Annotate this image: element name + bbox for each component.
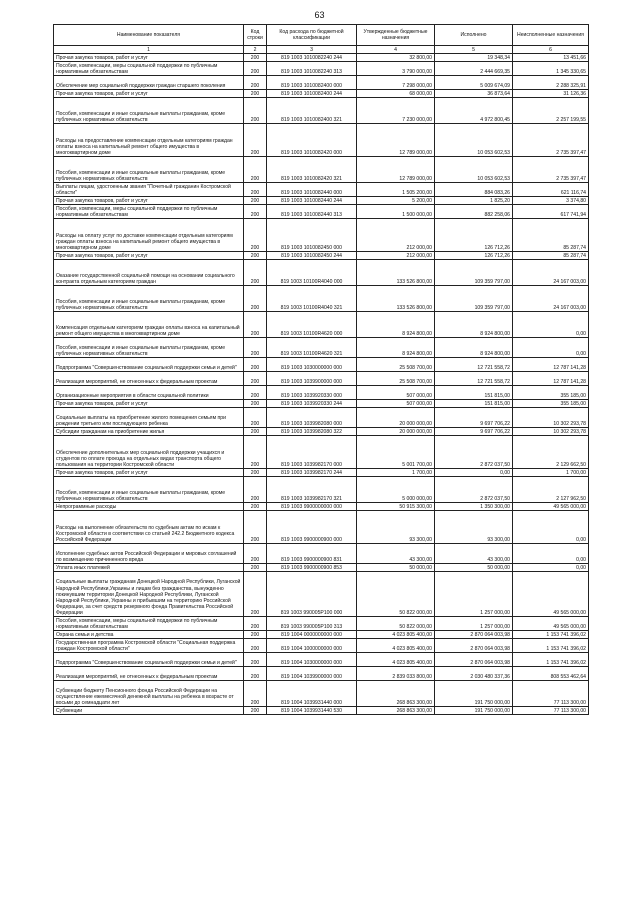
row-executed-cell: 93 300,00: [435, 511, 513, 544]
table-row: [54, 436, 589, 469]
table-row: [54, 653, 589, 667]
row-approved-cell: 507 000,00: [357, 386, 435, 400]
row-classification-cell: 819 1003 1010082400 000: [267, 76, 357, 90]
row-classification-cell: 819 1003 9900000900 831: [267, 544, 357, 564]
row-name-cell: Социальные выплаты на приобретение жилого помещения семьям при рождении третьего или последующего ребенка: [54, 408, 244, 428]
row-code-cell: 200: [244, 707, 267, 715]
row-name-cell: Оказание государственной социальной помощи на основании социального контракта отдельным категориям граждан: [54, 260, 244, 286]
table-row: [54, 358, 589, 372]
row-approved-cell: 3 790 000,00: [357, 62, 435, 76]
row-code-cell: 200: [244, 428, 267, 436]
row-name-cell: Подпрограмма "Совершенствование социальной поддержки семьи и детей": [54, 358, 244, 372]
row-executed-cell: 126 712,26: [435, 252, 513, 260]
row-classification-cell: 819 1003 10100R4040 000: [267, 260, 357, 286]
row-remaining-cell: 0,00: [513, 564, 589, 572]
row-executed-cell: 2 444 669,35: [435, 62, 513, 76]
row-executed-cell: 2 030 480 337,36: [435, 667, 513, 681]
row-name-cell: Субвенции: [54, 707, 244, 715]
row-executed-cell: 2 872 037,50: [435, 436, 513, 469]
table-row: [54, 469, 589, 477]
row-remaining-cell: 10 302 293,78: [513, 428, 589, 436]
row-classification-cell: 819 1003 1030000000 000: [267, 358, 357, 372]
row-classification-cell: 819 1004 0000000000 000: [267, 631, 357, 639]
row-remaining-cell: 617 741,94: [513, 205, 589, 219]
row-remaining-cell: 77 113 300,00: [513, 681, 589, 707]
column-number: 4: [357, 46, 435, 54]
row-approved-cell: 2 839 033 800,00: [357, 667, 435, 681]
row-executed-cell: 1 257 000,00: [435, 572, 513, 617]
row-executed-cell: 126 712,26: [435, 219, 513, 252]
row-remaining-cell: 49 565 000,00: [513, 617, 589, 631]
row-approved-cell: 5 000 000,00: [357, 477, 435, 503]
row-name-cell: Расходы на оплату услуг по доставке компенсации отдельным категориям граждан оплаты взноса на капитальный ремонт общего имущества в многоквартирном доме: [54, 219, 244, 252]
row-name-cell: Прочая закупка товаров, работ и услуг: [54, 197, 244, 205]
table-row: [54, 286, 589, 312]
table-row: [54, 511, 589, 544]
budget-execution-table: [53, 24, 589, 715]
row-name-cell: Пособия, компенсации и иные социальные выплаты гражданам, кроме публичных нормативных обязательств: [54, 477, 244, 503]
row-remaining-cell: 1 153 741 396,02: [513, 653, 589, 667]
row-name-cell: Пособия, компенсации, меры социальной поддержки по публичным нормативным обязательствам: [54, 205, 244, 219]
row-classification-cell: 819 1003 990005P100 000: [267, 572, 357, 617]
row-approved-cell: 4 023 805 400,00: [357, 653, 435, 667]
row-executed-cell: 36 873,64: [435, 90, 513, 98]
row-approved-cell: 12 789 000,00: [357, 124, 435, 157]
header-classification: Код расхода по бюджетной классификации: [267, 25, 357, 46]
row-remaining-cell: 3 374,80: [513, 197, 589, 205]
row-executed-cell: 1 257 000,00: [435, 617, 513, 631]
row-classification-cell: 819 1003 1039900000 000: [267, 372, 357, 386]
row-name-cell: Компенсация отдельным категориям граждан оплаты взноса на капитальный ремонт общего имущества в многоквартирном доме: [54, 312, 244, 338]
row-code-cell: 200: [244, 572, 267, 617]
row-code-cell: 200: [244, 372, 267, 386]
row-classification-cell: 819 1003 1039982170 244: [267, 469, 357, 477]
row-approved-cell: 32 800,00: [357, 54, 435, 62]
table-row: [54, 503, 589, 511]
row-approved-cell: 268 863 300,00: [357, 681, 435, 707]
row-name-cell: Реализация мероприятий, не отнесенных к федеральным проектам: [54, 372, 244, 386]
row-classification-cell: 819 1003 1039982080 000: [267, 408, 357, 428]
row-name-cell: Пособия, компенсации, меры социальной поддержки по публичным нормативным обязательствам: [54, 617, 244, 631]
table-row: [54, 338, 589, 358]
row-classification-cell: 819 1003 1010082450 244: [267, 252, 357, 260]
column-number: 2: [244, 46, 267, 54]
row-approved-cell: 268 863 300,00: [357, 707, 435, 715]
row-approved-cell: 5 200,00: [357, 197, 435, 205]
row-remaining-cell: 0,00: [513, 312, 589, 338]
header-name: Наименование показателя: [54, 25, 244, 46]
row-approved-cell: 50 822 000,00: [357, 572, 435, 617]
row-classification-cell: 819 1003 1010082400 321: [267, 98, 357, 124]
row-code-cell: 200: [244, 408, 267, 428]
row-name-cell: Обеспечение дополнительных мер социальной поддержки учащихся и студентов по оплате проезда на отдельных видах транспорта общего пользования на территории Костромской области: [54, 436, 244, 469]
row-name-cell: Исполнение судебных актов Российской Федерации и мировых соглашений по возмещению причиненного вреда: [54, 544, 244, 564]
header-remaining: Неисполненные назначения: [513, 25, 589, 46]
table-row: [54, 408, 589, 428]
row-code-cell: 200: [244, 252, 267, 260]
row-classification-cell: 819 1003 1010082400 244: [267, 90, 357, 98]
row-remaining-cell: 24 167 003,00: [513, 286, 589, 312]
row-classification-cell: 819 1003 9900000000 000: [267, 503, 357, 511]
row-executed-cell: 191 750 000,00: [435, 681, 513, 707]
row-code-cell: 200: [244, 54, 267, 62]
table-row: [54, 76, 589, 90]
row-executed-cell: 50 000,00: [435, 564, 513, 572]
row-approved-cell: 133 526 800,00: [357, 286, 435, 312]
table-row: [54, 372, 589, 386]
row-name-cell: Государственная программа Костромской области "Социальная поддержка граждан Костромской области": [54, 639, 244, 653]
row-classification-cell: 819 1003 10100R4620 000: [267, 312, 357, 338]
header-approved: Утвержденные бюджетные назначения: [357, 25, 435, 46]
row-executed-cell: 43 300,00: [435, 544, 513, 564]
row-executed-cell: 882 258,06: [435, 205, 513, 219]
row-classification-cell: 819 1003 1010082440 313: [267, 205, 357, 219]
row-executed-cell: 10 053 602,53: [435, 157, 513, 183]
row-executed-cell: 0,00: [435, 469, 513, 477]
header-executed: Исполнено: [435, 25, 513, 46]
row-approved-cell: 1 505 200,00: [357, 183, 435, 197]
row-executed-cell: 9 697 706,22: [435, 408, 513, 428]
row-classification-cell: 819 1003 1039982170 321: [267, 477, 357, 503]
row-approved-cell: 25 508 700,00: [357, 372, 435, 386]
table-row: [54, 477, 589, 503]
table-row: [54, 252, 589, 260]
row-executed-cell: 2 870 064 003,98: [435, 653, 513, 667]
row-classification-cell: 819 1003 990005P100 313: [267, 617, 357, 631]
row-code-cell: 200: [244, 286, 267, 312]
table-row: [54, 157, 589, 183]
row-classification-cell: 819 1003 1010082450 000: [267, 219, 357, 252]
row-executed-cell: 1 350 300,00: [435, 503, 513, 511]
row-remaining-cell: 1 153 741 396,02: [513, 631, 589, 639]
table-row: [54, 386, 589, 400]
row-classification-cell: 819 1003 1039982080 322: [267, 428, 357, 436]
row-code-cell: 200: [244, 90, 267, 98]
row-name-cell: Прочая закупка товаров, работ и услуг: [54, 54, 244, 62]
row-approved-cell: 43 300,00: [357, 544, 435, 564]
row-remaining-cell: 808 553 462,64: [513, 667, 589, 681]
row-executed-cell: 12 721 558,72: [435, 358, 513, 372]
row-classification-cell: 819 1003 1010082240 313: [267, 62, 357, 76]
row-remaining-cell: 77 113 300,00: [513, 707, 589, 715]
row-remaining-cell: 85 287,74: [513, 219, 589, 252]
row-approved-cell: 68 000,00: [357, 90, 435, 98]
row-classification-cell: 819 1003 1039982170 000: [267, 436, 357, 469]
row-executed-cell: 9 697 706,22: [435, 428, 513, 436]
table-row: [54, 639, 589, 653]
row-executed-cell: 191 750 000,00: [435, 707, 513, 715]
row-remaining-cell: 355 185,00: [513, 400, 589, 408]
row-name-cell: Непрограммные расходы: [54, 503, 244, 511]
row-name-cell: Прочая закупка товаров, работ и услуг: [54, 469, 244, 477]
row-name-cell: Пособия, компенсации и иные социальные выплаты гражданам, кроме публичных нормативных обязательств: [54, 286, 244, 312]
row-approved-cell: 12 789 000,00: [357, 157, 435, 183]
row-remaining-cell: 49 565 000,00: [513, 572, 589, 617]
row-classification-cell: 819 1003 10100R4620 321: [267, 338, 357, 358]
row-executed-cell: 8 924 800,00: [435, 338, 513, 358]
row-code-cell: 200: [244, 469, 267, 477]
row-executed-cell: 109 359 797,00: [435, 260, 513, 286]
row-remaining-cell: 2 735 397,47: [513, 157, 589, 183]
row-code-cell: 200: [244, 312, 267, 338]
row-remaining-cell: 31 126,36: [513, 90, 589, 98]
table-row: [54, 681, 589, 707]
row-name-cell: Прочая закупка товаров, работ и услуг: [54, 252, 244, 260]
row-code-cell: 200: [244, 503, 267, 511]
column-number: 3: [267, 46, 357, 54]
row-executed-cell: 109 359 797,00: [435, 286, 513, 312]
row-executed-cell: 19 348,34: [435, 54, 513, 62]
row-remaining-cell: 621 116,74: [513, 183, 589, 197]
table-row: [54, 183, 589, 197]
table-row: [54, 312, 589, 338]
row-code-cell: 200: [244, 436, 267, 469]
column-number: 6: [513, 46, 589, 54]
row-executed-cell: 5 009 674,09: [435, 76, 513, 90]
row-code-cell: 200: [244, 62, 267, 76]
row-approved-cell: 4 023 805 400,00: [357, 639, 435, 653]
row-name-cell: Выплаты лицам, удостоенным звания "Почетный гражданин Костромской области": [54, 183, 244, 197]
row-remaining-cell: 1 345 330,65: [513, 62, 589, 76]
row-classification-cell: 819 1003 1039920330 000: [267, 386, 357, 400]
row-remaining-cell: 2 288 325,91: [513, 76, 589, 90]
row-approved-cell: 20 000 000,00: [357, 428, 435, 436]
column-number-row: [54, 46, 589, 54]
row-executed-cell: 2 870 064 003,98: [435, 631, 513, 639]
row-remaining-cell: 2 735 397,47: [513, 124, 589, 157]
row-classification-cell: 819 1003 1010082440 244: [267, 197, 357, 205]
row-remaining-cell: 2 257 199,55: [513, 98, 589, 124]
row-approved-cell: 50 822 000,00: [357, 617, 435, 631]
row-classification-cell: 819 1003 9900000900 000: [267, 511, 357, 544]
row-code-cell: 200: [244, 631, 267, 639]
row-approved-cell: 4 023 805 400,00: [357, 631, 435, 639]
row-name-cell: Пособия, компенсации и иные социальные выплаты гражданам, кроме публичных нормативных обязательств: [54, 157, 244, 183]
row-code-cell: 200: [244, 564, 267, 572]
row-remaining-cell: 2 127 962,50: [513, 477, 589, 503]
row-remaining-cell: 12 787 141,28: [513, 372, 589, 386]
row-approved-cell: 50 915 300,00: [357, 503, 435, 511]
row-code-cell: 200: [244, 260, 267, 286]
table-row: [54, 617, 589, 631]
row-classification-cell: 819 1004 1039931440 530: [267, 707, 357, 715]
row-classification-cell: 819 1004 1039900000 000: [267, 667, 357, 681]
row-name-cell: Прочая закупка товаров, работ и услуг: [54, 90, 244, 98]
row-classification-cell: 819 1003 1010082240 244: [267, 54, 357, 62]
row-code-cell: 200: [244, 157, 267, 183]
table-row: [54, 667, 589, 681]
table-row: [54, 400, 589, 408]
row-approved-cell: 8 924 800,00: [357, 312, 435, 338]
row-classification-cell: 819 1004 1000000000 000: [267, 639, 357, 653]
row-code-cell: 200: [244, 400, 267, 408]
row-name-cell: Организационные мероприятия в области социальной политики: [54, 386, 244, 400]
row-approved-cell: 20 000 000,00: [357, 408, 435, 428]
row-remaining-cell: 0,00: [513, 511, 589, 544]
table-row: [54, 631, 589, 639]
row-executed-cell: 1 825,20: [435, 197, 513, 205]
row-approved-cell: 7 230 000,00: [357, 98, 435, 124]
row-approved-cell: 25 508 700,00: [357, 358, 435, 372]
column-number: 1: [54, 46, 244, 54]
row-name-cell: Пособия, компенсации, меры социальной поддержки по публичным нормативным обязательствам: [54, 62, 244, 76]
row-code-cell: 200: [244, 197, 267, 205]
row-code-cell: 200: [244, 667, 267, 681]
row-remaining-cell: 0,00: [513, 544, 589, 564]
table-body: [54, 54, 589, 715]
row-name-cell: Охрана семьи и детства: [54, 631, 244, 639]
row-approved-cell: 507 000,00: [357, 400, 435, 408]
table-row: [54, 564, 589, 572]
row-code-cell: 200: [244, 544, 267, 564]
row-classification-cell: 819 1003 9900000900 853: [267, 564, 357, 572]
table-row: [54, 260, 589, 286]
row-executed-cell: 884 083,26: [435, 183, 513, 197]
row-name-cell: Реализация мероприятий, не отнесенных к федеральным проектам: [54, 667, 244, 681]
row-executed-cell: 12 721 558,72: [435, 372, 513, 386]
row-executed-cell: 2 872 037,50: [435, 477, 513, 503]
row-approved-cell: 50 000,00: [357, 564, 435, 572]
row-code-cell: 200: [244, 511, 267, 544]
row-code-cell: 200: [244, 338, 267, 358]
table-row: [54, 205, 589, 219]
row-code-cell: 200: [244, 681, 267, 707]
table-row: [54, 62, 589, 76]
row-remaining-cell: 24 167 003,00: [513, 260, 589, 286]
row-approved-cell: 1 500 000,00: [357, 205, 435, 219]
row-classification-cell: 819 1003 10100R4040 321: [267, 286, 357, 312]
row-remaining-cell: 355 185,00: [513, 386, 589, 400]
row-approved-cell: 5 001 700,00: [357, 436, 435, 469]
row-remaining-cell: 49 565 000,00: [513, 503, 589, 511]
row-name-cell: Обеспечение мер социальной поддержки граждан старшего поколения: [54, 76, 244, 90]
row-approved-cell: 8 924 800,00: [357, 338, 435, 358]
row-classification-cell: 819 1003 1010082440 000: [267, 183, 357, 197]
row-classification-cell: 819 1003 1010082420 321: [267, 157, 357, 183]
table-row: [54, 124, 589, 157]
row-approved-cell: 7 298 000,00: [357, 76, 435, 90]
table-row: [54, 90, 589, 98]
row-name-cell: Прочая закупка товаров, работ и услуг: [54, 400, 244, 408]
row-approved-cell: 212 000,00: [357, 252, 435, 260]
table-row: [54, 428, 589, 436]
table-row: [54, 98, 589, 124]
row-code-cell: 200: [244, 183, 267, 197]
row-name-cell: Расходы на выполнение обязательств по судебным актам по искам к Костромской области в соответствии со статьей 242.2 Бюджетного кодекса Российской Федерации: [54, 511, 244, 544]
row-code-cell: 200: [244, 477, 267, 503]
table-row: [54, 707, 589, 715]
row-remaining-cell: 2 129 662,50: [513, 436, 589, 469]
row-approved-cell: 133 526 800,00: [357, 260, 435, 286]
row-approved-cell: 93 300,00: [357, 511, 435, 544]
row-classification-cell: 819 1004 1039931440 000: [267, 681, 357, 707]
row-code-cell: 200: [244, 639, 267, 653]
row-executed-cell: 2 870 064 003,98: [435, 639, 513, 653]
row-code-cell: 200: [244, 653, 267, 667]
row-classification-cell: 819 1003 1039920330 244: [267, 400, 357, 408]
row-name-cell: Субсидии гражданам на приобретение жилья: [54, 428, 244, 436]
row-remaining-cell: 12 787 141,28: [513, 358, 589, 372]
row-name-cell: Пособия, компенсации и иные социальные выплаты гражданам, кроме публичных нормативных обязательств: [54, 98, 244, 124]
row-executed-cell: 8 924 800,00: [435, 312, 513, 338]
row-approved-cell: 1 700,00: [357, 469, 435, 477]
table-row: [54, 219, 589, 252]
table-row: [54, 54, 589, 62]
row-code-cell: 200: [244, 358, 267, 372]
row-executed-cell: 151 815,00: [435, 400, 513, 408]
row-name-cell: Социальные выплаты гражданам Донецкой Народной Республики, Луганской Народной Республики,Украины и лицам без гражданства, вынужденно покинувшим территории Донецкой Народной Республики, Луганской Народной Республики, Украины и прибывшим на территорию Российской Федерации, за счет средств резервного фонда Правительства Российской Федерации: [54, 572, 244, 617]
row-remaining-cell: 10 302 293,78: [513, 408, 589, 428]
row-executed-cell: 10 053 602,53: [435, 124, 513, 157]
table-row: [54, 544, 589, 564]
table-header: [54, 25, 589, 54]
table-row: [54, 572, 589, 617]
row-executed-cell: 151 815,00: [435, 386, 513, 400]
row-name-cell: Пособия, компенсации и иные социальные выплаты гражданам, кроме публичных нормативных обязательств: [54, 338, 244, 358]
row-classification-cell: 819 1003 1010082420 000: [267, 124, 357, 157]
row-approved-cell: 212 000,00: [357, 219, 435, 252]
row-remaining-cell: 13 451,66: [513, 54, 589, 62]
row-name-cell: Уплата иных платежей: [54, 564, 244, 572]
row-code-cell: 200: [244, 386, 267, 400]
row-executed-cell: 4 972 800,45: [435, 98, 513, 124]
row-remaining-cell: 1 700,00: [513, 469, 589, 477]
row-code-cell: 200: [244, 205, 267, 219]
row-remaining-cell: 0,00: [513, 338, 589, 358]
row-code-cell: 200: [244, 617, 267, 631]
header-code: Код строки: [244, 25, 267, 46]
row-code-cell: 200: [244, 76, 267, 90]
row-remaining-cell: 1 153 741 396,02: [513, 639, 589, 653]
row-name-cell: Подпрограмма "Совершенствование социальной поддержки семьи и детей": [54, 653, 244, 667]
row-code-cell: 200: [244, 124, 267, 157]
row-remaining-cell: 85 287,74: [513, 252, 589, 260]
row-name-cell: Субвенции бюджету Пенсионного фонда Российской Федерации на осуществление ежемесячной денежной выплаты на ребенка в возрасте от восьми до семнадцати лет: [54, 681, 244, 707]
column-number: 5: [435, 46, 513, 54]
table-row: [54, 197, 589, 205]
row-code-cell: 200: [244, 219, 267, 252]
row-name-cell: Расходы на предоставление компенсации отдельным категориям граждан оплаты взноса на капитальный ремонт общего имущества в многоквартирном доме: [54, 124, 244, 157]
page-number: 63: [314, 10, 325, 20]
row-classification-cell: 819 1004 1030000000 000: [267, 653, 357, 667]
row-code-cell: 200: [244, 98, 267, 124]
